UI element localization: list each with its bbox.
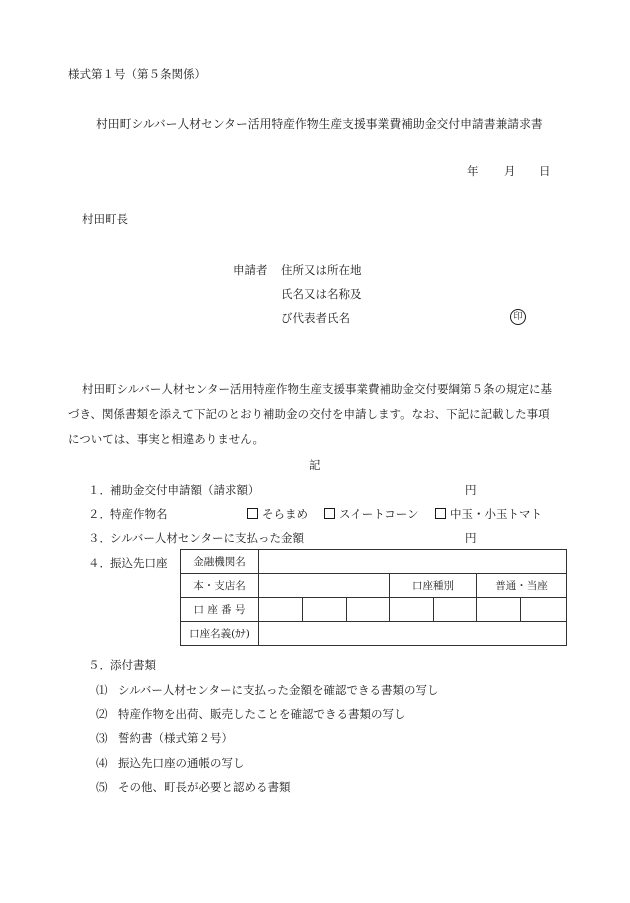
account-digit-cell[interactable] <box>347 598 390 622</box>
addressee: 村田町長 <box>82 212 128 226</box>
account-number-label: 口 座 番 号 <box>181 598 259 622</box>
account-digit-cell[interactable] <box>259 598 303 622</box>
item4-label: 振込先口座 <box>110 556 168 570</box>
checkbox-icon[interactable] <box>324 508 335 519</box>
institution-label: 金融機関名 <box>181 550 259 574</box>
crop-option-soramame[interactable] <box>247 506 308 522</box>
item1-number: １． <box>88 483 111 497</box>
page-title: 村田町シルバー人材センター活用特産作物生産支援事業費補助金交付申請書兼請求書 <box>96 117 543 131</box>
ki-heading: 記 <box>309 458 321 472</box>
account-digit-cell[interactable] <box>434 598 477 622</box>
item3-label: シルバー人材センターに支払った金額 <box>110 531 304 545</box>
account-digit-cell[interactable] <box>521 598 567 622</box>
checkbox-icon[interactable] <box>435 508 446 519</box>
branch-label: 本・支店名 <box>181 574 259 598</box>
attachment-number: ⑴ <box>96 683 108 697</box>
applicant-name-label-line1: 氏名又は名称及 <box>281 287 362 301</box>
account-type-label: 口座種別 <box>390 574 477 598</box>
bank-account-table <box>180 549 567 646</box>
attachment-number: ⑵ <box>96 707 108 721</box>
crop-option-sweetcorn[interactable] <box>324 506 419 522</box>
applicant-name-label-line2: び代表者氏名 <box>281 311 350 325</box>
account-digit-cell[interactable] <box>390 598 434 622</box>
item1-unit: 円 <box>465 483 477 497</box>
attachment-number: ⑸ <box>96 780 108 794</box>
form-number: 様式第１号（第５条関係） <box>68 67 206 81</box>
attachment-text: シルバー人材センターに支払った金額を確認できる書類の写し <box>118 683 439 697</box>
date-day-label: 日 <box>539 164 551 178</box>
account-digit-cell[interactable] <box>303 598 347 622</box>
item3-number: ３． <box>88 531 111 545</box>
item2-number: ２． <box>88 507 111 521</box>
attachment-text: その他、町長が必要と認める書類 <box>118 780 291 794</box>
attachment-text: 振込先口座の通帳の写し <box>118 756 245 770</box>
item5-number: ５． <box>88 658 111 672</box>
applicant-address-label: 住所又は所在地 <box>281 263 362 277</box>
crop-option-label: 中玉・小玉トマト <box>450 507 542 521</box>
account-type-value[interactable]: 普通・当座 <box>477 574 567 598</box>
checkbox-icon[interactable] <box>247 508 258 519</box>
attachment-text: 誓約書（様式第２号） <box>118 731 233 745</box>
account-digit-cell[interactable] <box>477 598 521 622</box>
date-month-label: 月 <box>504 164 516 178</box>
attachment-text: 特産作物を出荷、販売したことを確認できる書類の写し <box>118 707 406 721</box>
crop-option-label: そらまめ <box>262 507 308 521</box>
body-line-3: については、事実と相違ありません。 <box>68 432 264 446</box>
body-line-1: 村田町シルバー人材センター活用特産作物生産支援事業費補助金交付要綱第５条の規定に基 <box>82 382 552 396</box>
date-year-label: 年 <box>467 164 479 178</box>
item4-number: ４． <box>88 556 111 570</box>
institution-input[interactable] <box>259 550 567 574</box>
item5-label: 添付書類 <box>110 658 156 672</box>
crop-option-tomato[interactable] <box>435 506 542 522</box>
body-line-2: づき、関係書類を添えて下記のとおり補助金の交付を申請します。なお、下記に記載した事項 <box>68 407 550 421</box>
item3-unit: 円 <box>465 531 477 545</box>
attachment-number: ⑷ <box>96 756 108 770</box>
item2-label: 特産作物名 <box>110 507 168 521</box>
attachment-number: ⑶ <box>96 731 108 745</box>
account-holder-label: 口座名義(ｶﾅ) <box>181 622 259 646</box>
branch-input[interactable] <box>259 574 390 598</box>
seal-mark: 印 <box>510 309 526 325</box>
applicant-label: 申請者 <box>233 263 268 277</box>
item1-label: 補助金交付申請額（請求額） <box>110 483 260 497</box>
crop-option-label: スイートコーン <box>339 507 419 521</box>
account-holder-input[interactable] <box>259 622 567 646</box>
